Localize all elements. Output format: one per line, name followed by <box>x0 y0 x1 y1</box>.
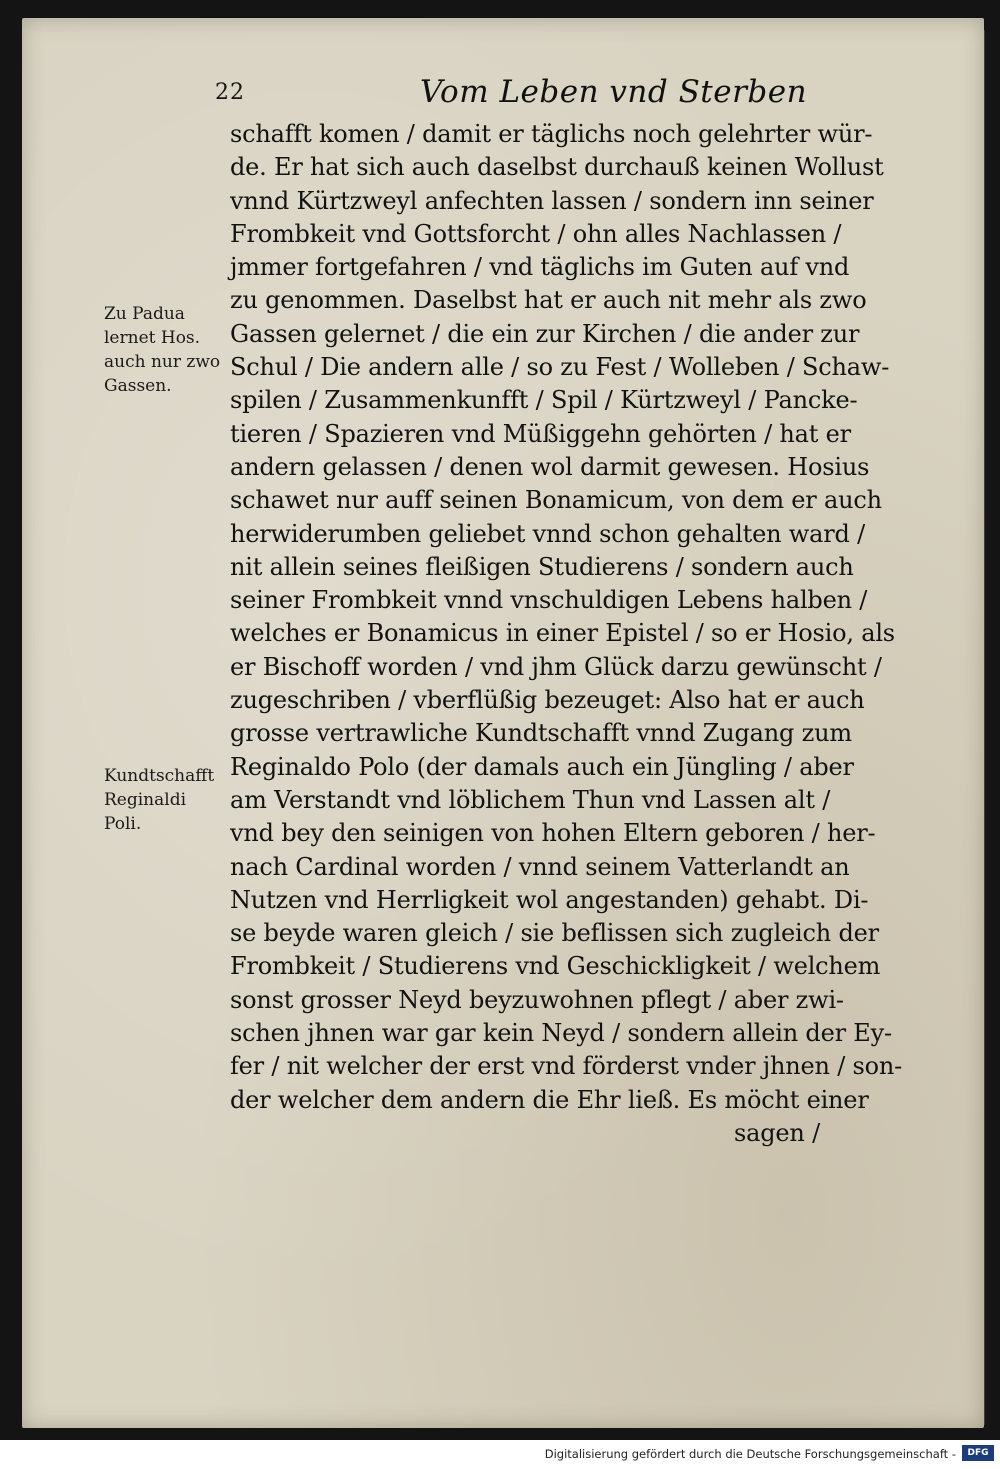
text-line: welches er Bonamicus in einer Epistel / so er Hosio, als <box>230 619 895 648</box>
catchword: sagen / <box>734 1118 820 1147</box>
text-line: spilen / Zusammenkunfft / Spil / Kürtzweyl / Pancke- <box>230 386 858 415</box>
text-line: Gassen gelernet / die ein zur Kirchen / die ander zur <box>230 319 860 348</box>
text-line: zu genommen. Daselbst hat er auch nit mehr als zwo <box>230 286 867 315</box>
marginal-note-line: Reginaldi <box>104 790 187 810</box>
text-line: herwiderumben geliebet vnnd schon gehalten ward / <box>230 519 865 548</box>
text-line: Schul / Die andern alle / so zu Fest / Wolleben / Schaw- <box>230 353 890 382</box>
text-line: Nutzen vnd Herrligkeit wol angestanden) gehabt. Di- <box>230 885 869 914</box>
text-line: vnd bey den seinigen von hohen Eltern geboren / her- <box>230 819 876 848</box>
text-line: se beyde waren gleich / sie beflissen sich zugleich der <box>230 919 879 948</box>
text-line: sonst grosser Neyd beyzuwohnen pflegt / aber zwi- <box>230 985 844 1014</box>
text-line: schen jhnen war gar kein Neyd / sondern allein der Ey- <box>230 1019 892 1048</box>
marginal-note-poli <box>104 764 214 836</box>
marginal-note-line: Kundtschafft <box>104 766 215 786</box>
running-title: Vom Leben vnd Sterben <box>420 74 808 110</box>
marginal-note-line: auch nur zwo <box>104 352 221 372</box>
text-line: fer / nit welcher der erst vnd förderst vnder jhnen / son- <box>230 1052 903 1081</box>
text-line: schafft komen / damit er täglichs noch gelehrter wür- <box>230 120 873 148</box>
text-line: de. Er hat sich auch daselbst durchauß keinen Wollust <box>230 153 884 182</box>
text-line: Reginaldo Polo (der damals auch ein Jüngling / aber <box>230 752 854 781</box>
text-line: schawet nur auff seinen Bonamicum, von dem er auch <box>230 486 882 515</box>
text-line: der welcher dem andern die Ehr ließ. Es möcht einer <box>230 1085 869 1114</box>
footer-bar <box>0 1440 1000 1469</box>
text-line: jmmer fortgefahren / vnd täglichs im Guten auf vnd <box>230 253 850 282</box>
page-number: 22 <box>215 80 245 105</box>
marginal-note-line: Gassen. <box>104 376 172 396</box>
body-text <box>230 118 910 1150</box>
text-line: nit allein seines fleißigen Studierens / sondern auch <box>230 552 854 581</box>
marginal-note-line: Poli. <box>104 814 142 834</box>
text-line: grosse vertrawliche Kundtschafft vnnd Zugang zum <box>230 719 852 748</box>
text-line: andern gelassen / denen wol darmit gewesen. Hosius <box>230 452 870 481</box>
text-line: er Bischoff worden / vnd jhm Glück darzu gewünscht / <box>230 652 882 681</box>
text-line: tieren / Spazieren vnd Müßiggehn gehörten / hat er <box>230 419 851 448</box>
marginal-note-padua <box>104 302 220 398</box>
page-header <box>0 74 1000 114</box>
text-line: zugeschriben / vberflüßig bezeuget: Also hat er auch <box>230 686 865 715</box>
marginal-note-line: Zu Padua <box>104 304 185 324</box>
text-line: Frombkeit vnd Gottsforcht / ohn alles Nachlassen / <box>230 219 842 248</box>
text-line: seiner Frombkeit vnnd vnschuldigen Lebens halben / <box>230 586 868 615</box>
dfg-logo: DFG <box>962 1445 994 1461</box>
text-line: Frombkeit / Studierens vnd Geschickligkeit / welchem <box>230 952 881 981</box>
text-line: vnnd Kürtzweyl anfechten lassen / sondern inn seiner <box>230 186 874 215</box>
funding-credit: Digitalisierung gefördert durch die Deutsche Forschungsgemeinschaft - <box>544 1447 956 1461</box>
text-line: am Verstandt vnd löblichem Thun vnd Lassen alt / <box>230 785 831 814</box>
marginal-note-line: lernet Hos. <box>104 328 201 348</box>
text-line: nach Cardinal worden / vnnd seinem Vatterlandt an <box>230 852 850 881</box>
